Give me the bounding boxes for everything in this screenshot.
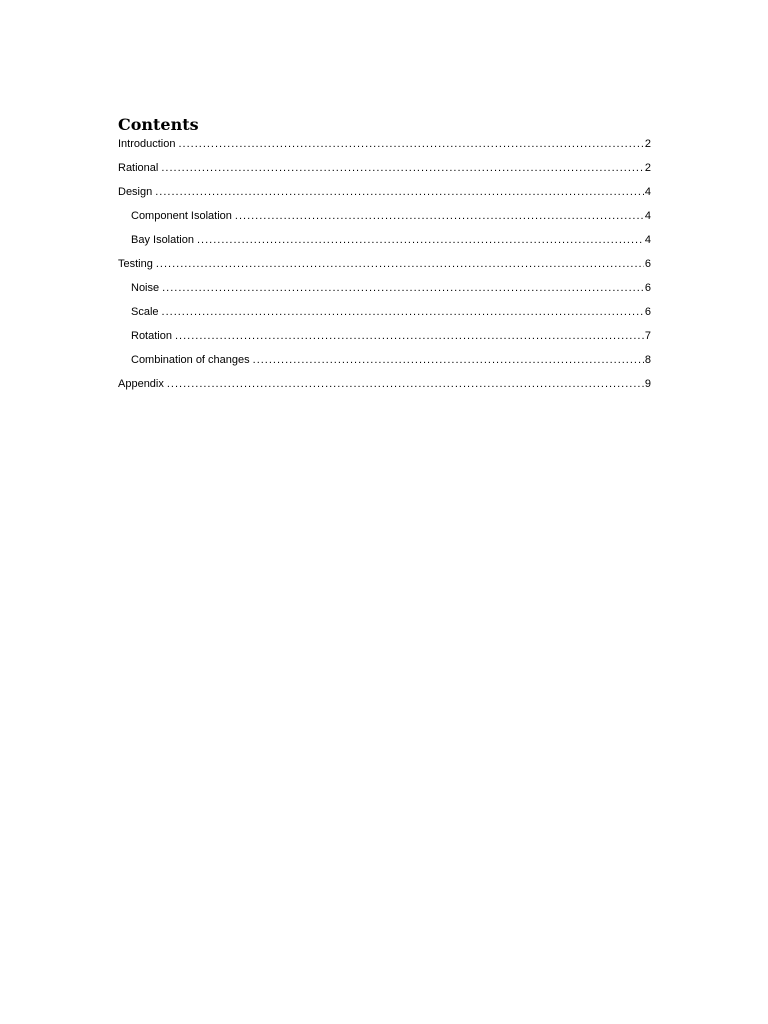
toc-entry-bay-isolation[interactable] <box>118 232 651 256</box>
dot-leader <box>167 376 644 392</box>
toc-entry-appendix[interactable] <box>118 376 651 400</box>
toc-entry-page: 8 <box>644 354 651 366</box>
toc-entry-label: Introduction <box>118 138 176 150</box>
table-of-contents <box>118 114 651 400</box>
toc-entry-page: 4 <box>644 186 651 198</box>
toc-entry-rational[interactable] <box>118 160 651 184</box>
toc-entry-design[interactable] <box>118 184 651 208</box>
toc-entry-testing[interactable] <box>118 256 651 280</box>
toc-entry-page: 6 <box>644 282 651 294</box>
dot-leader <box>175 328 644 344</box>
toc-entry-label: Rational <box>118 162 159 174</box>
toc-entry-label: Testing <box>118 258 153 270</box>
toc-entry-label: Design <box>118 186 153 198</box>
toc-entry-page: 6 <box>644 306 651 318</box>
dot-leader <box>156 256 644 272</box>
toc-entry-scale[interactable] <box>118 304 651 328</box>
toc-entry-page: 9 <box>644 378 651 390</box>
toc-entry-page: 4 <box>644 234 651 246</box>
toc-entry-label: Noise <box>131 282 160 294</box>
dot-leader <box>162 304 644 320</box>
toc-entry-noise[interactable] <box>118 280 651 304</box>
toc-entry-label: Rotation <box>131 330 172 342</box>
toc-entry-combination-of-changes[interactable] <box>118 352 651 376</box>
contents-heading: Contents <box>118 115 199 134</box>
toc-entry-page: 2 <box>644 138 651 150</box>
toc-list <box>118 136 651 400</box>
dot-leader <box>155 184 644 200</box>
toc-entry-page: 4 <box>644 210 651 222</box>
dot-leader <box>178 136 643 152</box>
toc-entry-label: Bay Isolation <box>131 234 194 246</box>
toc-entry-page: 2 <box>644 162 651 174</box>
toc-entry-introduction[interactable] <box>118 136 651 160</box>
toc-entry-label: Scale <box>131 306 159 318</box>
dot-leader <box>253 352 644 368</box>
toc-entry-label: Combination of changes <box>131 354 250 366</box>
toc-entry-rotation[interactable] <box>118 328 651 352</box>
dot-leader <box>161 160 644 176</box>
toc-entry-label: Component Isolation <box>131 210 232 222</box>
dot-leader <box>235 208 644 224</box>
toc-entry-page: 7 <box>644 330 651 342</box>
toc-entry-page: 6 <box>644 258 651 270</box>
toc-entry-label: Appendix <box>118 378 164 390</box>
dot-leader <box>197 232 644 248</box>
toc-entry-component-isolation[interactable] <box>118 208 651 232</box>
dot-leader <box>162 280 644 296</box>
